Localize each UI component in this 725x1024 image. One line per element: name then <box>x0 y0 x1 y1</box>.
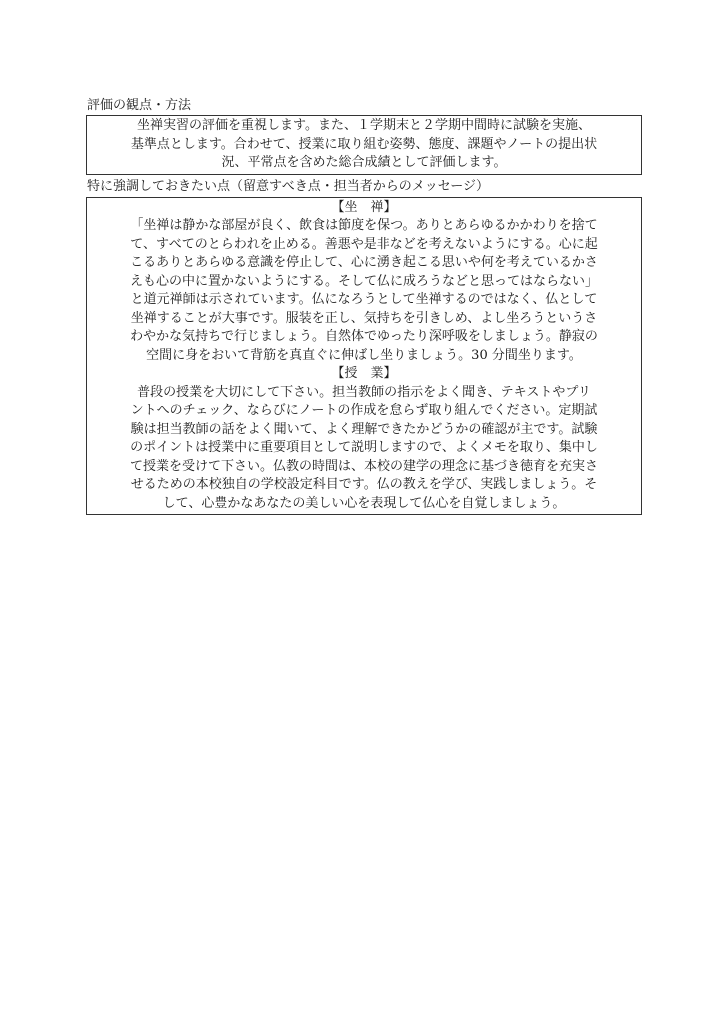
evaluation-line: 基準点とします。合わせて、授業に取り組む姿勢、態度、課題やノートの提出状 <box>130 136 598 152</box>
zazen-line: わやかな気持ちで行じましょう。自然体でゆったり深呼吸をしましょう。静寂の <box>130 329 598 344</box>
class-line: のポイントは授業中に重要項目として説明しますので、よくメモを取り、集中し <box>130 440 598 455</box>
class-line: 験は担当教師の話をよく聞いて、よく理解できたかどうかの確認が主です。試験 <box>130 421 598 437</box>
zazen-line: 空間に身をおいて背筋を真直ぐに伸ばし坐りましょう。30 分間坐ります。 <box>146 347 582 363</box>
message-box <box>86 197 642 516</box>
class-line: 普段の授業を大切にして下さい。担当教師の指示をよく聞き、テキストやプリ <box>137 384 591 400</box>
class-line: して、心豊かなあなたの美しい心を表現して仏心を自覚しましょう。 <box>162 495 566 511</box>
zazen-line: と道元禅師は示されています。仏になろうとして坐禅するのではなく、仏として <box>130 292 598 307</box>
zazen-line: こるありとあらゆる意識を停止して、心に湧き起こる思いや何を考えているかさ <box>130 255 598 270</box>
zazen-title: 【坐 禅】 <box>331 199 397 215</box>
class-title: 【授 業】 <box>331 366 397 381</box>
syllabus-page <box>86 96 642 515</box>
zazen-line: えも心の中に置かないようにする。そして仏に成ろうなどと思ってはならない」 <box>129 273 598 289</box>
class-line: ントへのチェック、ならびにノートの作成を怠らず取り組んでください。定期試 <box>130 403 598 418</box>
evaluation-box <box>86 115 642 175</box>
zazen-line: て、すべてのとらわれを止める。善悪や是非などを考えないようにする。心に起 <box>130 236 598 252</box>
zazen-line: 「坐禅は静かな部屋が良く、飲食は節度を保つ。ありとあらゆるかかわりを捨て <box>130 218 598 233</box>
evaluation-heading: 評価の観点・方法 <box>87 98 192 113</box>
evaluation-line: 坐禅実習の評価を重視します。また、１学期末と２学期中間時に試験を実施、 <box>137 118 591 133</box>
message-heading: 特に強調しておきたい点（留意すべき点・担当者からのメッセージ） <box>87 178 489 194</box>
class-line: て授業を受けて下さい。仏教の時間は、本校の建学の理念に基づき徳育を充実さ <box>129 458 598 474</box>
evaluation-line: 況、平常点を含めた総合成績として評価します。 <box>221 155 507 170</box>
class-line: せるための本校独自の学校設定科目です。仏の教えを学び、実践しましょう。そ <box>130 477 598 492</box>
zazen-line: 坐禅することが大事です。服装を正し、気持ちを引きしめ、よし坐ろうというさ <box>130 310 598 326</box>
